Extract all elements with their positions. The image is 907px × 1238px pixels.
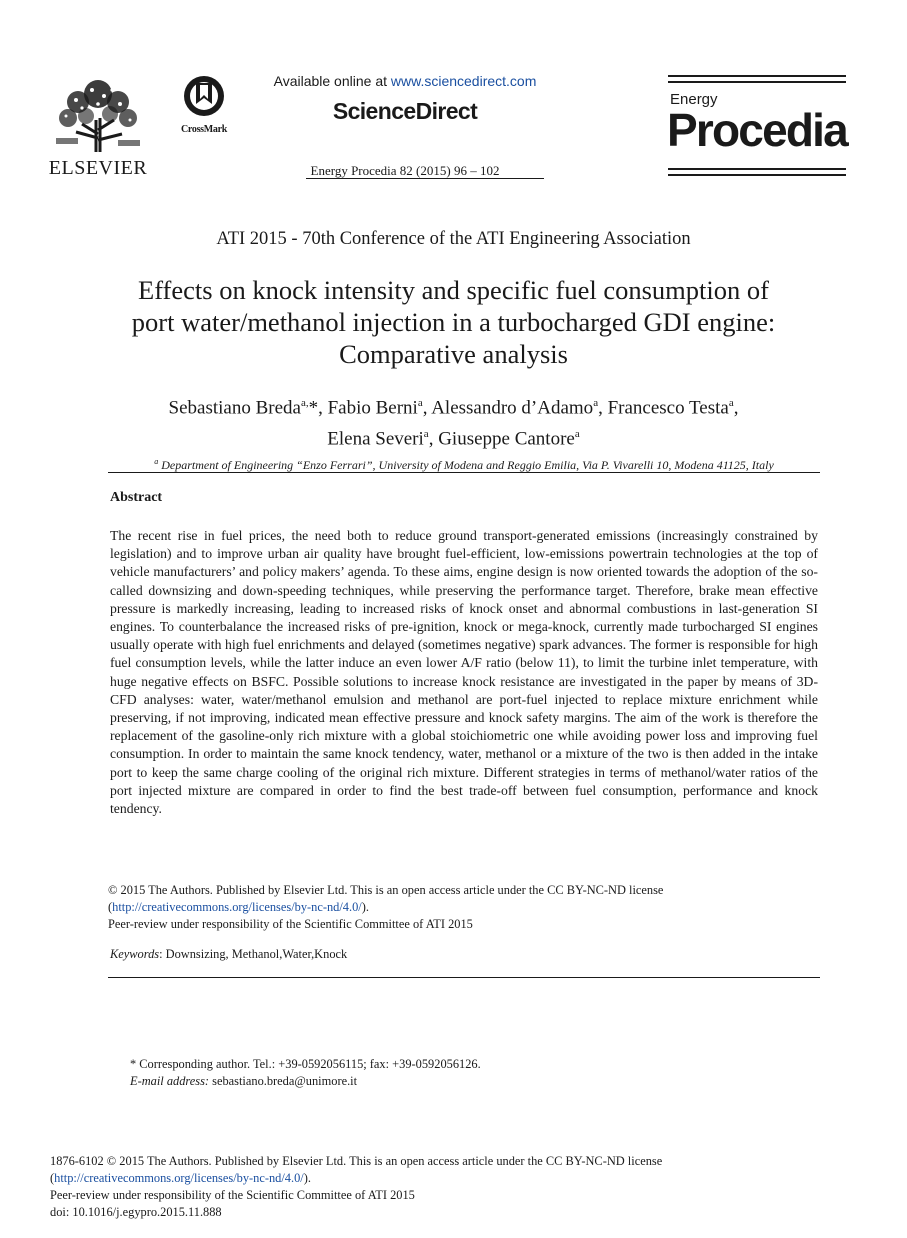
keywords: [110, 947, 347, 962]
affiliation-divider: [108, 472, 820, 473]
footer-url-line: (http://creativecommons.org/licenses/by-nc-nd/4.0/).: [50, 1171, 311, 1185]
author-line-2: Elena Severi$^a$, Giuseppe Cantore$^a$: [327, 428, 580, 450]
author-list: [80, 390, 827, 453]
title-line-2: port water/methanol injection in a turbocharged GDI engine:: [131, 307, 776, 337]
paper-title: [80, 274, 827, 370]
license-text: © 2015 The Authors. Published by Elsevier Ltd. This is an open access article under the CC BY-NC-ND license: [108, 883, 664, 897]
journal-logo-energy: Energy: [670, 91, 718, 108]
footer-license-link[interactable]: http://creativecommons.org/licenses/by-nc-nd/4.0/: [54, 1171, 304, 1185]
keywords-values: : Downsizing, Methanol,Water,Knock: [159, 947, 348, 961]
peer-review-note: Peer-review under responsibility of the Scientific Committee of ATI 2015: [108, 917, 473, 931]
conference-name: ATI 2015 - 70th Conference of the ATI Engineering Association: [216, 229, 691, 249]
publisher-name: ELSEVIER: [48, 157, 148, 179]
author-name: Alessandro d’Adamo: [431, 397, 594, 419]
email-note: [130, 1073, 357, 1090]
author-affiliation-mark: a: [574, 428, 580, 441]
corresponding-author-note: * Corresponding author. Tel.: +39-0592056115; fax: +39-0592056126.: [130, 1057, 481, 1071]
author-name: Fabio Berni: [327, 397, 418, 419]
title-line-1: Effects on knock intensity and specific fuel consumption of: [138, 275, 769, 305]
elsevier-tree-logo: [52, 74, 144, 154]
journal-logo-rule-bottom-2: [668, 174, 846, 176]
author-name: Sebastiano Breda: [168, 397, 301, 419]
author-affiliation-mark: a: [593, 397, 599, 409]
author-affiliation-mark: a: [417, 397, 423, 409]
journal-logo: [668, 75, 846, 175]
license-block: [108, 882, 820, 933]
corresponding-mark: *: [308, 397, 319, 419]
author-name: Giuseppe Cantore: [438, 428, 575, 450]
sciencedirect-link[interactable]: www.sciencedirect.com: [390, 73, 537, 89]
abstract-text: The recent rise in fuel prices, the need both to reduce ground transport-generated emissions (increasingly constrained by legislation) and to improve urban air quality have brought fuel-efficient, low-emissions powertrain technologies at the top of vehicle manufacturers’ and policy makers’ agenda. To these aims, engine design is now oriented towards the adoption of the so-called downsizing and down-speeding techniques, while preserving the performance target. Therefore, brake mean effective pressure is markedly increasing, leading to increased risks of knock onset and abnormal combustions in last-generation SI engines. To counterbalance the increased risks of pre-ignition, knock or mega-knock, currently made turbocharged SI engines usually operate with high fuel enrichments and delayed (sometimes negative) spark advances. The former is responsible for high fuel consumption levels, while the latter induce an even lower A/F ratio (below 11), to limit the turbine inlet temperature, with huge negative effects on BSFC. Possible solutions to increase knock resistance are investigated in the paper by means of 3D-CFD analyses: water, water/methanol emulsion and methanol are port-fuel injected to replace mixture enrichment while preserving, if not improving, indicated mean effective pressure and knock safety margins. The aim of the work is therefore the replacement of the gasoline-only rich mixture with a global stoichiometric one while avoiding power loss and improving fuel consumption. In order to maintain the same knock tendency, water, methanol or a mixture of the two is then added in the intake port to keep the same charge cooling of the original rich mixture. Different strategies in terms of methanol/water ratios of the port injected mixture are compared in order to find the best trade-off between fuel consumption, performance and knock tendency.: [110, 528, 818, 817]
keywords-label: Keywords: [110, 947, 160, 961]
footer-peer-review: Peer-review under responsibility of the Scientific Committee of ATI 2015: [50, 1188, 415, 1202]
email-label: E-mail address:: [130, 1074, 210, 1088]
author-name: Elena Severi: [327, 428, 424, 450]
keywords-divider: [108, 977, 820, 978]
journal-logo-rule-top: [668, 75, 846, 77]
license-link[interactable]: http://creativecommons.org/licenses/by-nc-nd/4.0/: [112, 900, 362, 914]
available-online: [250, 73, 560, 89]
author-affiliation-mark: a,: [300, 397, 309, 409]
crossmark-badge[interactable]: [172, 74, 236, 134]
affiliation: [108, 457, 820, 473]
journal-logo-procedia: Procedia: [667, 104, 847, 156]
sciencedirect-brand: ScienceDirect: [332, 98, 478, 124]
affiliation-mark: a: [154, 457, 159, 466]
footer-doi[interactable]: doi: 10.1016/j.egypro.2015.11.888: [50, 1205, 222, 1219]
author-affiliation-mark: a: [423, 428, 429, 441]
title-line-3: Comparative analysis: [339, 339, 568, 369]
author-affiliation-mark: a: [728, 397, 734, 409]
affiliation-text: Department of Engineering “Enzo Ferrari”, University of Modena and Reggio Emilia, Via P. Vivarelli 10, Modena 41125, Italy: [161, 458, 774, 472]
available-prefix: Available online at: [273, 73, 391, 89]
author-line-1: Sebastiano Breda$^{a,}$*, Fabio Berni$^a$, Alessandro d’Adamo$^a$, Francesco Testa$^a$,: [168, 397, 739, 419]
crossmark-label: CrossMark: [180, 124, 227, 135]
license-url-line: (http://creativecommons.org/licenses/by-nc-nd/4.0/).: [108, 900, 369, 914]
journal-logo-rule-bottom: [668, 168, 846, 170]
author-name: Francesco Testa: [607, 397, 729, 419]
footer-issn-license: 1876-6102 © 2015 The Authors. Published by Elsevier Ltd. This is an open access article under the CC BY-NC-ND license: [50, 1154, 663, 1168]
journal-reference: Energy Procedia 82 (2015) 96 – 102: [310, 163, 500, 178]
email-address[interactable]: sebastiano.breda@unimore.it: [209, 1074, 358, 1088]
journal-logo-rule-top-2: [668, 81, 846, 83]
header-divider: [306, 178, 544, 179]
abstract-heading: Abstract: [110, 490, 163, 505]
crossmark-icon: [181, 74, 227, 118]
footer-license: [50, 1153, 810, 1221]
